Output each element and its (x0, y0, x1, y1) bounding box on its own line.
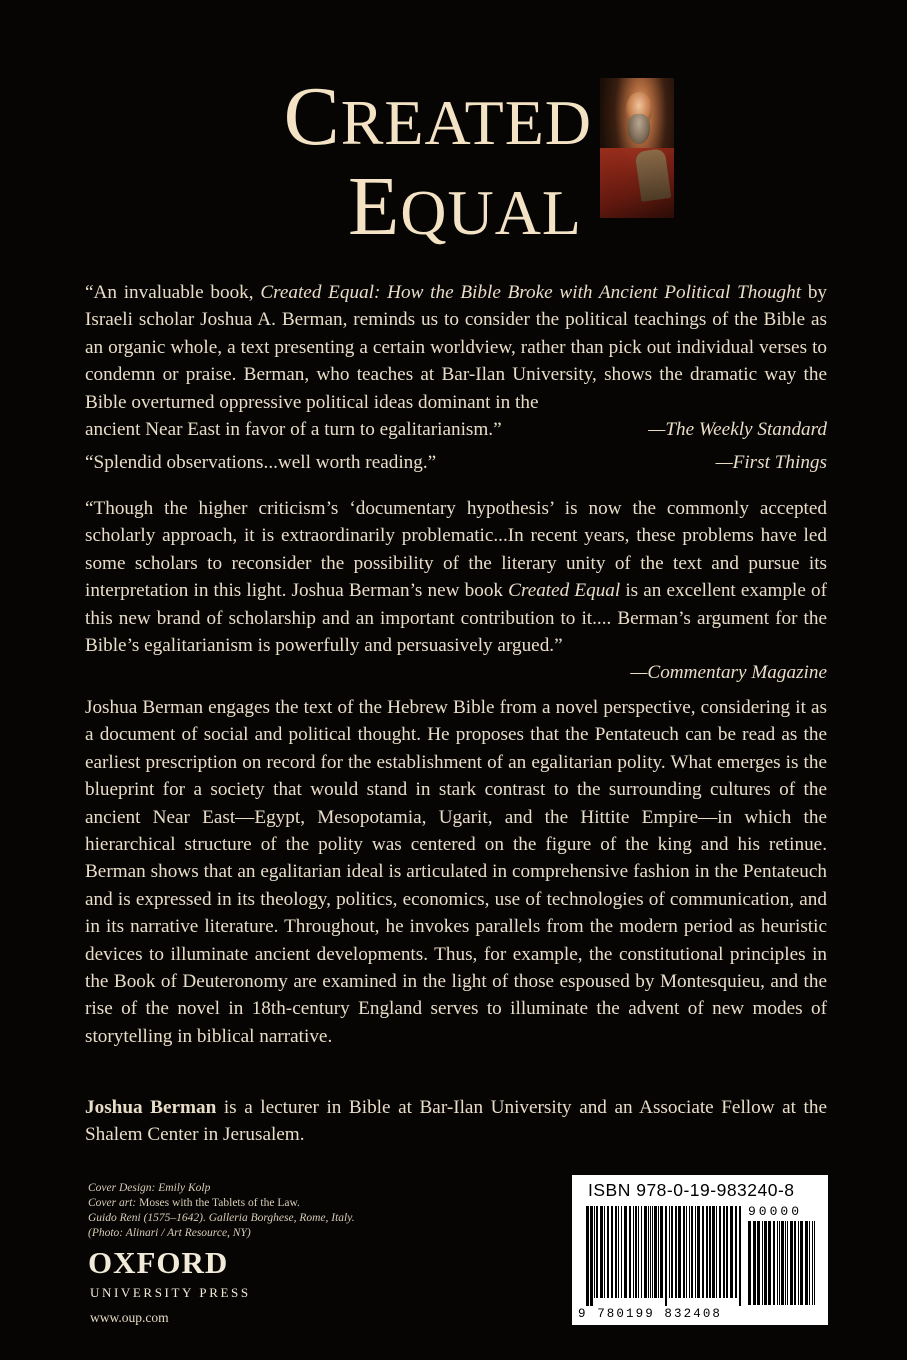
barcode-bar (719, 1206, 721, 1298)
review-commentary (85, 495, 827, 687)
review3-book-title: Created Equal (508, 580, 621, 602)
barcode-bar (790, 1221, 793, 1305)
review-weekly-standard (85, 279, 827, 443)
review3-attribution: —Commentary Magazine (630, 662, 827, 684)
barcode-bar (730, 1206, 733, 1298)
isbn-text: ISBN 978-0-19-983240-8 (588, 1180, 795, 1200)
barcode-bar (697, 1206, 700, 1298)
barcode-bar (798, 1221, 799, 1305)
review1-book-title: Created Equal: How the Bible Broke with Ancient Political Thought (260, 282, 802, 303)
barcode-bar (787, 1221, 788, 1305)
barcode-bar (615, 1206, 617, 1298)
barcode-bar (671, 1206, 673, 1298)
ean-number: 9 780199 832408 (578, 1307, 723, 1321)
barcode-bar (638, 1206, 639, 1298)
barcode-bar (689, 1206, 690, 1298)
review1-attribution: —The Weekly Standard (648, 419, 827, 441)
barcode-main-bars-icon (586, 1206, 742, 1306)
barcode-bar (764, 1221, 767, 1305)
barcode-bar (596, 1206, 598, 1298)
barcode-bar (683, 1206, 685, 1298)
review1-last-line: ancient Near East in favor of a turn to egalitarianism.” (85, 419, 502, 441)
barcode-bar (735, 1206, 737, 1298)
title-line-1: CREATED (283, 70, 592, 163)
barcode-bar (621, 1206, 622, 1298)
barcode-bar (768, 1221, 771, 1305)
author-bio-text: is a lecturer in Bible at Bar-Ilan University and an Associate Fellow at the Shalem Center in Jerusalem. (85, 1097, 827, 1146)
credit-painter: Guido Reni (1575–1642). Galleria Borghese, Rome, Italy. (88, 1212, 355, 1224)
review1-open: “An invaluable book, (85, 282, 261, 303)
cover-credits (88, 1181, 388, 1241)
publisher-url: www.oup.com (90, 1310, 169, 1325)
barcode-bar (785, 1221, 786, 1305)
barcode-bar (779, 1221, 780, 1305)
barcode-bar (814, 1221, 815, 1305)
title-line-2: EQUAL (347, 160, 582, 253)
barcode-bar (691, 1206, 693, 1298)
review3-part2: is an excellent example of this new brand of scholarship and an important contribution to it.... Berman’s argument for the Bible’s egalitarianism is powerfully and persuasively argued.” (85, 580, 828, 657)
barcode-bar (641, 1206, 642, 1298)
credit-photo: (Photo: Alinari / Art Resource, NY) (88, 1227, 251, 1239)
barcode-bar (644, 1206, 647, 1298)
barcode-bar (800, 1221, 803, 1305)
review2-attribution: —First Things (715, 452, 827, 473)
book-title (192, 70, 592, 253)
barcode-bar (654, 1206, 657, 1298)
publisher-logo: OXFORD (88, 1245, 229, 1280)
author-bio (85, 1094, 827, 1149)
review3-part1: “Though the higher criticism’s ‘documentary hypothesis’ is now the commonly accepted scholarly approach, it is extraordinarily problematic...In recent years, these problems have led some scholars to reconsider the possibility of the literary unity of the text and pursue its interpretation in this light. Joshua Berman’s new book (85, 498, 827, 602)
barcode-bar (773, 1221, 775, 1305)
barcode-bar (726, 1206, 728, 1298)
barcode-bar (781, 1221, 784, 1305)
price-code: 90000 (748, 1204, 803, 1219)
barcode-bar (762, 1221, 763, 1305)
barcode-bar (648, 1206, 649, 1298)
barcode-bar (665, 1206, 667, 1306)
barcode-bar (669, 1206, 670, 1298)
barcode-bar (607, 1206, 609, 1298)
barcode-bar (633, 1206, 634, 1298)
painting-moses-icon (600, 78, 674, 218)
author-name: Joshua Berman (85, 1097, 217, 1118)
barcode-bar (794, 1221, 796, 1305)
barcode-bar (686, 1206, 687, 1298)
barcode-bar (618, 1206, 619, 1298)
credit-art-title: Moses with the Tablets of the Law. (139, 1197, 300, 1209)
barcode-bar (706, 1206, 708, 1298)
credit-design: Cover Design: Emily Kolp (88, 1182, 211, 1194)
barcode-bar (658, 1206, 659, 1298)
barcode-bar (753, 1221, 756, 1305)
barcode-bar (586, 1206, 589, 1306)
barcode-bar (678, 1206, 681, 1298)
barcode-bar (650, 1206, 651, 1298)
barcode-bar (660, 1206, 663, 1298)
barcode-bar (739, 1206, 741, 1306)
review2-text: “Splendid observations...well worth reading.” (85, 452, 437, 473)
review-first-things (85, 449, 827, 476)
barcode-addon-bars-icon (748, 1221, 818, 1305)
barcode-bar (805, 1221, 808, 1305)
barcode-bar (757, 1221, 760, 1305)
barcode-bar (695, 1206, 696, 1298)
barcode-bar (709, 1206, 711, 1298)
barcode-bar (624, 1206, 627, 1298)
barcode-bar (604, 1206, 605, 1298)
barcode-bar (702, 1206, 704, 1298)
barcode-bar (611, 1206, 613, 1298)
barcode-bar (712, 1206, 715, 1298)
barcode-bar (809, 1221, 810, 1305)
review1-body: by Israeli scholar Joshua A. Berman, reminds us to consider the political teachings of the Bible as an organic whole, a text presenting a certain worldview, rather than pick out individual verses to condemn or praise. Berman, who teaches at Bar-Ilan University, shows the dramatic way the Bible overturned oppressive political ideas dominant in the (85, 282, 828, 413)
barcode-bar (812, 1221, 813, 1305)
barcode-bar (675, 1206, 677, 1298)
barcode (572, 1175, 828, 1325)
barcode-bar (635, 1206, 637, 1298)
description-text: Joshua Berman engages the text of the Hebrew Bible from a novel perspective, considering it as a document of social and political thought. He proposes that the Pentateuch can be read as the earliest prescription on record for the establishment of an egalitarian polity. What emerges is the blueprint for a society that would stand in stark contrast to the surrounding cultures of the ancient Near East—Egypt, Mesopotamia, Ugarit, and the Hittite Empire—in which the hierarchical structure of the polity was centered on the figure of the king and his retinue. Berman shows that an egalitarian ideal is articulated in comprehensive fashion in the Pentateuch and is expressed in its theology, politics, economics, use of technologies of communication, and in its narrative literature. Throughout, he invokes parallels from the modern period as heuristic devices to illuminate ancient developments. Thus, for example, the constitutional principles in the Book of Deuteronomy are examined in the light of those espoused by Montesquieu, and the rise of the novel in 18th-century England serves to illuminate the advent of new modes of storytelling in biblical narrative. (85, 697, 827, 1047)
publisher-subtitle: UNIVERSITY PRESS (90, 1285, 251, 1300)
barcode-bar (777, 1221, 778, 1305)
credit-art-label: Cover art: (88, 1197, 140, 1209)
barcode-bar (600, 1206, 603, 1298)
barcode-bar (594, 1206, 595, 1298)
book-description (85, 694, 827, 1050)
barcode-bar (716, 1206, 717, 1298)
barcode-bar (652, 1206, 653, 1298)
barcode-bar (723, 1206, 725, 1298)
barcode-bar (748, 1221, 751, 1305)
barcode-bar (629, 1206, 631, 1298)
barcode-bar (590, 1206, 593, 1306)
